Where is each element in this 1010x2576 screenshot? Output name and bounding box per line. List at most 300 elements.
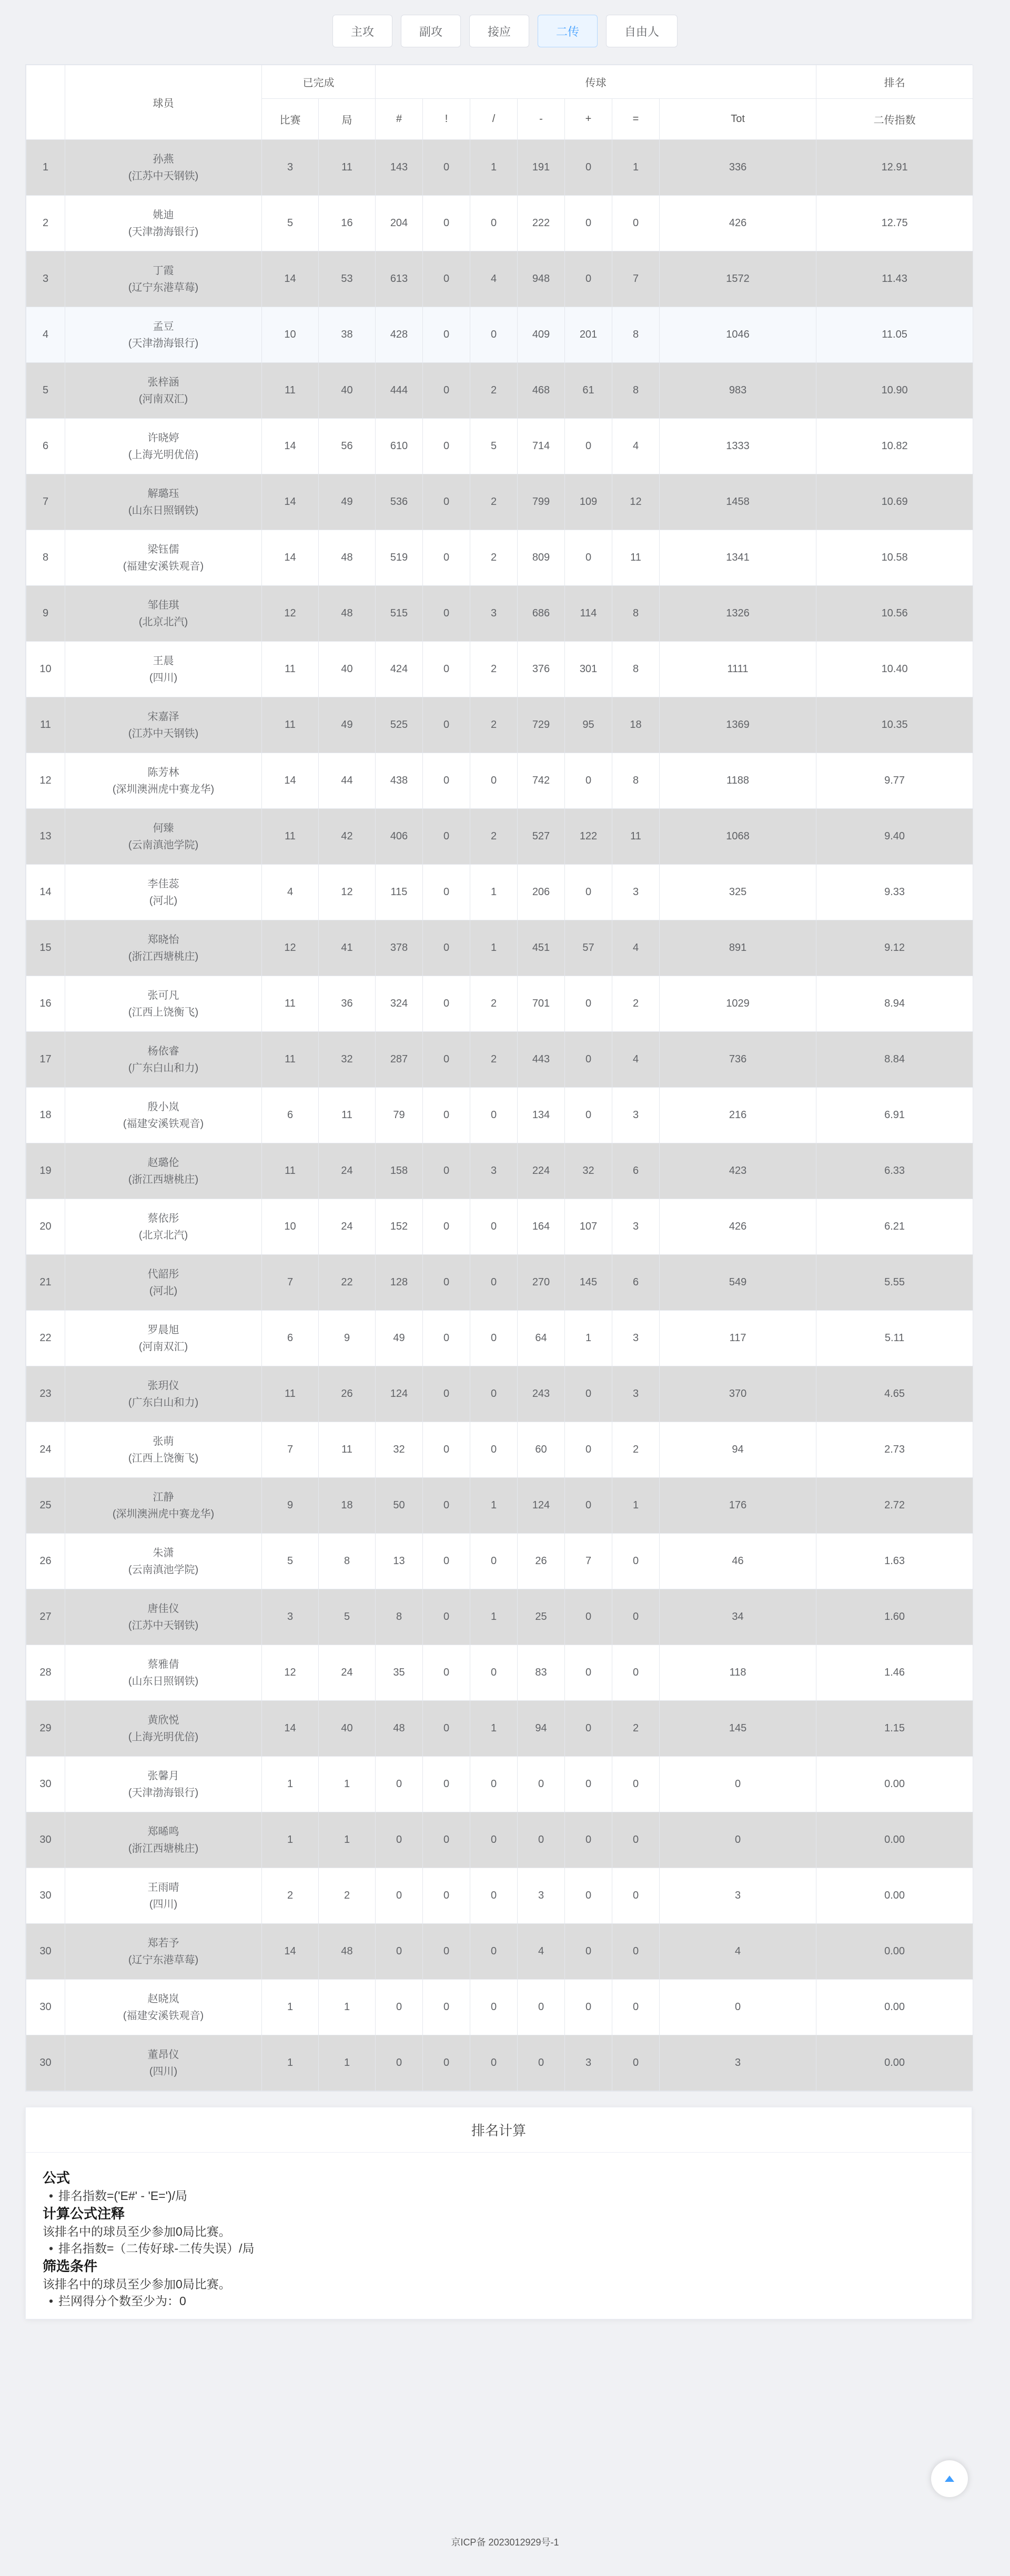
cell-sl: 1: [470, 1589, 518, 1645]
cell-s: 44: [319, 753, 376, 809]
cell-rank: 13: [26, 809, 65, 865]
cell-mi: 742: [518, 753, 565, 809]
player-team: (河北): [149, 1285, 178, 1297]
cell-mi: 94: [518, 1701, 565, 1757]
cell-idx: 1.63: [816, 1534, 973, 1589]
cell-eq: 12: [612, 474, 660, 530]
cell-rank: 29: [26, 1701, 65, 1757]
table-row: [26, 920, 973, 976]
player-name: 梁钰儒: [147, 543, 179, 555]
cell-rank: 7: [26, 474, 65, 530]
cell-mi: 224: [518, 1143, 565, 1199]
table-row: [26, 1088, 973, 1143]
cell-m: 11: [262, 1366, 319, 1422]
cell-idx: 1.46: [816, 1645, 973, 1701]
cell-sl: 2: [470, 474, 518, 530]
ranking-table: [26, 65, 973, 2091]
cell-sl: 2: [470, 976, 518, 1032]
cell-e: 0: [423, 697, 470, 753]
card-title: 排名计算: [26, 2107, 972, 2153]
cell-idx: 10.90: [816, 363, 973, 419]
cell-eq: 11: [612, 530, 660, 586]
cell-e: 0: [423, 1534, 470, 1589]
cell-mi: 25: [518, 1589, 565, 1645]
cell-h: 128: [376, 1255, 423, 1311]
cell-p: 7: [565, 1534, 612, 1589]
cell-h: 525: [376, 697, 423, 753]
cell-p: 0: [565, 1589, 612, 1645]
cell-rank: 30: [26, 1812, 65, 1868]
header-minus[interactable]: -: [518, 99, 565, 140]
filter-list: [43, 2293, 955, 2309]
cell-s: 1: [319, 1812, 376, 1868]
cell-rank: 8: [26, 530, 65, 586]
cell-h: 32: [376, 1422, 423, 1478]
cell-p: 95: [565, 697, 612, 753]
table-row: [26, 1701, 973, 1757]
cell-s: 9: [319, 1311, 376, 1366]
header-hash[interactable]: #: [376, 99, 423, 140]
cell-player: [65, 1757, 262, 1812]
table-row: [26, 196, 973, 251]
header-slash[interactable]: /: [470, 99, 518, 140]
cell-s: 1: [319, 2035, 376, 2091]
cell-rank: 23: [26, 1366, 65, 1422]
ranking-table-container: [25, 64, 972, 2092]
cell-h: 378: [376, 920, 423, 976]
cell-s: 48: [319, 1924, 376, 1980]
table-row: [26, 1366, 973, 1422]
cell-mi: 729: [518, 697, 565, 753]
cell-idx: 0.00: [816, 2035, 973, 2091]
cell-s: 1: [319, 1757, 376, 1812]
player-name: 赵璐伦: [147, 1157, 179, 1169]
player-name: 姚迪: [153, 209, 174, 221]
cell-eq: 0: [612, 1534, 660, 1589]
cell-e: 0: [423, 307, 470, 363]
cell-eq: 0: [612, 2035, 660, 2091]
cell-mi: 83: [518, 1645, 565, 1701]
player-name: 江静: [153, 1491, 174, 1503]
cell-idx: 9.33: [816, 865, 973, 920]
cell-s: 38: [319, 307, 376, 363]
cell-idx: 10.82: [816, 419, 973, 474]
cell-sl: 0: [470, 307, 518, 363]
cell-tot: 216: [660, 1088, 816, 1143]
cell-sl: 0: [470, 1088, 518, 1143]
cell-player: [65, 474, 262, 530]
player-team: (云南滇池学院): [128, 1564, 199, 1576]
cell-mi: 376: [518, 642, 565, 697]
cell-m: 5: [262, 196, 319, 251]
cell-s: 48: [319, 530, 376, 586]
cell-e: 0: [423, 1032, 470, 1088]
cell-m: 1: [262, 2035, 319, 2091]
cell-tot: 34: [660, 1589, 816, 1645]
cell-e: 0: [423, 1645, 470, 1701]
cell-p: 109: [565, 474, 612, 530]
cell-m: 9: [262, 1478, 319, 1534]
cell-rank: 6: [26, 419, 65, 474]
cell-rank: 14: [26, 865, 65, 920]
player-team: (广东白山和力): [128, 1062, 199, 1074]
cell-s: 16: [319, 196, 376, 251]
cell-s: 11: [319, 1088, 376, 1143]
cell-m: 12: [262, 1645, 319, 1701]
cell-eq: 8: [612, 586, 660, 642]
cell-mi: 809: [518, 530, 565, 586]
player-team: (河北): [149, 895, 178, 907]
cell-e: 0: [423, 1088, 470, 1143]
cell-player: [65, 1088, 262, 1143]
cell-eq: 2: [612, 976, 660, 1032]
cell-mi: 222: [518, 196, 565, 251]
cell-idx: 6.21: [816, 1199, 973, 1255]
footer-icp[interactable]: 京ICP备 2023012929号-1: [451, 2537, 559, 2548]
cell-tot: 1111: [660, 642, 816, 697]
table-row: [26, 2035, 973, 2091]
cell-eq: 0: [612, 1812, 660, 1868]
cell-s: 8: [319, 1534, 376, 1589]
cell-sl: 0: [470, 1980, 518, 2035]
player-name: 宋嘉泽: [147, 711, 179, 723]
table-row: [26, 586, 973, 642]
cell-player: [65, 1980, 262, 2035]
cell-tot: 1458: [660, 474, 816, 530]
cell-mi: 799: [518, 474, 565, 530]
player-name: 张玥仪: [147, 1380, 179, 1392]
cell-s: 18: [319, 1478, 376, 1534]
table-row: [26, 809, 973, 865]
cell-eq: 2: [612, 1422, 660, 1478]
cell-tot: 117: [660, 1311, 816, 1366]
cell-rank: 9: [26, 586, 65, 642]
cell-m: 11: [262, 363, 319, 419]
notes-heading: 计算公式注释: [43, 2206, 125, 2222]
cell-player: [65, 865, 262, 920]
cell-idx: 12.91: [816, 140, 973, 196]
table-row: [26, 1812, 973, 1868]
player-team: (江西上饶衡飞): [128, 1452, 199, 1464]
cell-s: 24: [319, 1199, 376, 1255]
cell-sl: 1: [470, 1478, 518, 1534]
cell-e: 0: [423, 530, 470, 586]
table-row: [26, 1143, 973, 1199]
cell-h: 48: [376, 1701, 423, 1757]
cell-mi: 409: [518, 307, 565, 363]
cell-rank: 30: [26, 1924, 65, 1980]
player-team: (天津渤海银行): [128, 226, 199, 238]
cell-eq: 6: [612, 1143, 660, 1199]
cell-p: 0: [565, 753, 612, 809]
cell-s: 48: [319, 586, 376, 642]
cell-sl: 0: [470, 1534, 518, 1589]
cell-player: [65, 1143, 262, 1199]
cell-e: 0: [423, 920, 470, 976]
cell-p: 0: [565, 1701, 612, 1757]
player-team: (四川): [149, 2065, 178, 2077]
header-tot[interactable]: Tot: [660, 99, 816, 140]
cell-eq: 3: [612, 1199, 660, 1255]
cell-eq: 8: [612, 363, 660, 419]
cell-e: 0: [423, 1757, 470, 1812]
cell-idx: 8.94: [816, 976, 973, 1032]
cell-player: [65, 2035, 262, 2091]
cell-s: 11: [319, 140, 376, 196]
player-team: (四川): [149, 672, 178, 684]
cell-mi: 0: [518, 1980, 565, 2035]
cell-sl: 0: [470, 1757, 518, 1812]
cell-tot: 1341: [660, 530, 816, 586]
player-team: (江苏中天钢铁): [128, 727, 199, 739]
cell-rank: 20: [26, 1199, 65, 1255]
player-name: 蔡依彤: [147, 1212, 179, 1224]
cell-player: [65, 809, 262, 865]
cell-h: 519: [376, 530, 423, 586]
cell-tot: 370: [660, 1366, 816, 1422]
cell-player: [65, 1868, 262, 1924]
cell-tot: 423: [660, 1143, 816, 1199]
cell-s: 22: [319, 1255, 376, 1311]
cell-tot: 4: [660, 1924, 816, 1980]
cell-rank: 3: [26, 251, 65, 307]
cell-h: 158: [376, 1143, 423, 1199]
cell-m: 14: [262, 474, 319, 530]
cell-player: [65, 697, 262, 753]
filter-text: 该排名中的球员至少参加0局比赛。: [43, 2277, 231, 2291]
cell-idx: 10.35: [816, 697, 973, 753]
cell-mi: 451: [518, 920, 565, 976]
cell-tot: 1572: [660, 251, 816, 307]
cell-rank: 18: [26, 1088, 65, 1143]
player-team: (福建安溪铁观音): [123, 560, 204, 572]
cell-player: [65, 1032, 262, 1088]
cell-h: 444: [376, 363, 423, 419]
player-name: 丁霞: [153, 265, 174, 277]
table-row: [26, 251, 973, 307]
cell-idx: 5.55: [816, 1255, 973, 1311]
cell-sl: 0: [470, 1924, 518, 1980]
cell-rank: 30: [26, 1980, 65, 2035]
cell-tot: 983: [660, 363, 816, 419]
cell-mi: 3: [518, 1868, 565, 1924]
cell-idx: 0.00: [816, 1757, 973, 1812]
cell-player: [65, 1422, 262, 1478]
header-matches[interactable]: 比赛: [262, 99, 319, 140]
cell-s: 26: [319, 1366, 376, 1422]
cell-mi: 206: [518, 865, 565, 920]
cell-h: 8: [376, 1589, 423, 1645]
header-blank: [26, 65, 65, 140]
table-row: [26, 1255, 973, 1311]
cell-player: [65, 1478, 262, 1534]
cell-sl: 1: [470, 140, 518, 196]
cell-idx: 12.75: [816, 196, 973, 251]
cell-h: 49: [376, 1311, 423, 1366]
cell-p: 0: [565, 865, 612, 920]
cell-eq: 1: [612, 140, 660, 196]
cell-tot: 1333: [660, 419, 816, 474]
player-team: (上海光明优倍): [128, 449, 199, 461]
cell-m: 5: [262, 1534, 319, 1589]
cell-player: [65, 1534, 262, 1589]
cell-h: 424: [376, 642, 423, 697]
header-index[interactable]: 二传指数: [816, 99, 973, 140]
cell-e: 0: [423, 976, 470, 1032]
cell-m: 6: [262, 1311, 319, 1366]
cell-tot: 0: [660, 1980, 816, 2035]
cell-player: [65, 1645, 262, 1701]
notes-item: • 排名指数=（二传好球-二传失误）/局: [58, 2240, 955, 2257]
cell-mi: 0: [518, 1812, 565, 1868]
player-name: 何臻: [153, 822, 174, 834]
position-tabs: [0, 15, 1010, 47]
tab-4[interactable]: 自由人: [606, 15, 678, 47]
player-team: (河南双汇): [138, 393, 188, 405]
cell-idx: 5.11: [816, 1311, 973, 1366]
cell-m: 10: [262, 1199, 319, 1255]
cell-m: 14: [262, 1701, 319, 1757]
ranking-table-body: [26, 140, 973, 2091]
cell-s: 49: [319, 697, 376, 753]
cell-m: 1: [262, 1812, 319, 1868]
cell-m: 14: [262, 1924, 319, 1980]
cell-mi: 443: [518, 1032, 565, 1088]
table-row: [26, 697, 973, 753]
cell-e: 0: [423, 419, 470, 474]
cell-tot: 118: [660, 1645, 816, 1701]
cell-tot: 46: [660, 1534, 816, 1589]
cell-sl: 1: [470, 1701, 518, 1757]
cell-player: [65, 1924, 262, 1980]
cell-s: 11: [319, 1422, 376, 1478]
cell-p: 0: [565, 976, 612, 1032]
cell-tot: 426: [660, 196, 816, 251]
player-name: 解璐珏: [147, 488, 179, 500]
cell-player: [65, 642, 262, 697]
cell-player: [65, 307, 262, 363]
cell-mi: 191: [518, 140, 565, 196]
cell-player: [65, 976, 262, 1032]
tab-3[interactable]: 二传: [538, 15, 598, 47]
player-name: 陈芳林: [147, 766, 179, 778]
cell-m: 3: [262, 1589, 319, 1645]
table-row: [26, 140, 973, 196]
tab-2[interactable]: 接应: [469, 15, 529, 47]
cell-e: 0: [423, 251, 470, 307]
cell-rank: 28: [26, 1645, 65, 1701]
player-name: 罗晨旭: [147, 1324, 179, 1336]
cell-s: 24: [319, 1645, 376, 1701]
cell-s: 2: [319, 1868, 376, 1924]
cell-eq: 2: [612, 1701, 660, 1757]
cell-h: 406: [376, 809, 423, 865]
cell-tot: 94: [660, 1422, 816, 1478]
player-team: (浙江西塘桃庄): [128, 1842, 199, 1854]
cell-p: 107: [565, 1199, 612, 1255]
cell-tot: 0: [660, 1812, 816, 1868]
player-name: 郑若予: [147, 1937, 179, 1949]
header-excl[interactable]: !: [423, 99, 470, 140]
cell-player: [65, 1199, 262, 1255]
cell-s: 32: [319, 1032, 376, 1088]
cell-m: 12: [262, 586, 319, 642]
header-plus[interactable]: +: [565, 99, 612, 140]
cell-p: 0: [565, 530, 612, 586]
cell-s: 36: [319, 976, 376, 1032]
table-row: [26, 1311, 973, 1366]
cell-s: 41: [319, 920, 376, 976]
cell-mi: 60: [518, 1422, 565, 1478]
table-row: [26, 1534, 973, 1589]
back-to-top-button[interactable]: [931, 2460, 968, 2497]
player-team: (山东日照钢铁): [128, 1675, 199, 1687]
cell-h: 438: [376, 753, 423, 809]
player-team: (河南双汇): [138, 1341, 188, 1353]
cell-player: [65, 920, 262, 976]
player-team: (深圳澳洲虎中赛龙华): [112, 1508, 215, 1520]
cell-e: 0: [423, 2035, 470, 2091]
card-body: [26, 2153, 972, 2325]
cell-player: [65, 1311, 262, 1366]
cell-m: 14: [262, 419, 319, 474]
cell-m: 12: [262, 920, 319, 976]
cell-m: 11: [262, 976, 319, 1032]
tab-0[interactable]: 主攻: [332, 15, 392, 47]
cell-rank: 5: [26, 363, 65, 419]
player-name: 张萌: [153, 1435, 174, 1447]
cell-player: [65, 363, 262, 419]
cell-rank: 27: [26, 1589, 65, 1645]
cell-s: 5: [319, 1589, 376, 1645]
cell-mi: 0: [518, 2035, 565, 2091]
cell-sl: 5: [470, 419, 518, 474]
player-name: 唐佳仪: [147, 1603, 179, 1615]
cell-rank: 10: [26, 642, 65, 697]
player-team: (福建安溪铁观音): [123, 1118, 204, 1130]
cell-mi: 527: [518, 809, 565, 865]
cell-m: 14: [262, 530, 319, 586]
cell-h: 0: [376, 1812, 423, 1868]
cell-e: 0: [423, 865, 470, 920]
player-team: (福建安溪铁观音): [123, 2010, 204, 2022]
cell-idx: 1.15: [816, 1701, 973, 1757]
cell-s: 40: [319, 1701, 376, 1757]
cell-h: 428: [376, 307, 423, 363]
tab-1[interactable]: 副攻: [401, 15, 461, 47]
cell-sl: 0: [470, 196, 518, 251]
cell-e: 0: [423, 1589, 470, 1645]
player-name: 张馨月: [147, 1770, 179, 1782]
cell-eq: 4: [612, 1032, 660, 1088]
header-sets[interactable]: 局: [319, 99, 376, 140]
cell-p: 0: [565, 1757, 612, 1812]
header-equal[interactable]: =: [612, 99, 660, 140]
notes-list: [43, 2240, 955, 2257]
cell-idx: 8.84: [816, 1032, 973, 1088]
player-name: 张可凡: [147, 989, 179, 1001]
cell-sl: 2: [470, 697, 518, 753]
player-team: (北京北汽): [138, 1229, 188, 1241]
cell-eq: 8: [612, 753, 660, 809]
cell-e: 0: [423, 642, 470, 697]
cell-m: 11: [262, 809, 319, 865]
cell-p: 0: [565, 1980, 612, 2035]
player-team: (浙江西塘桃庄): [128, 950, 199, 962]
cell-eq: 0: [612, 1980, 660, 2035]
cell-eq: 4: [612, 419, 660, 474]
cell-mi: 686: [518, 586, 565, 642]
